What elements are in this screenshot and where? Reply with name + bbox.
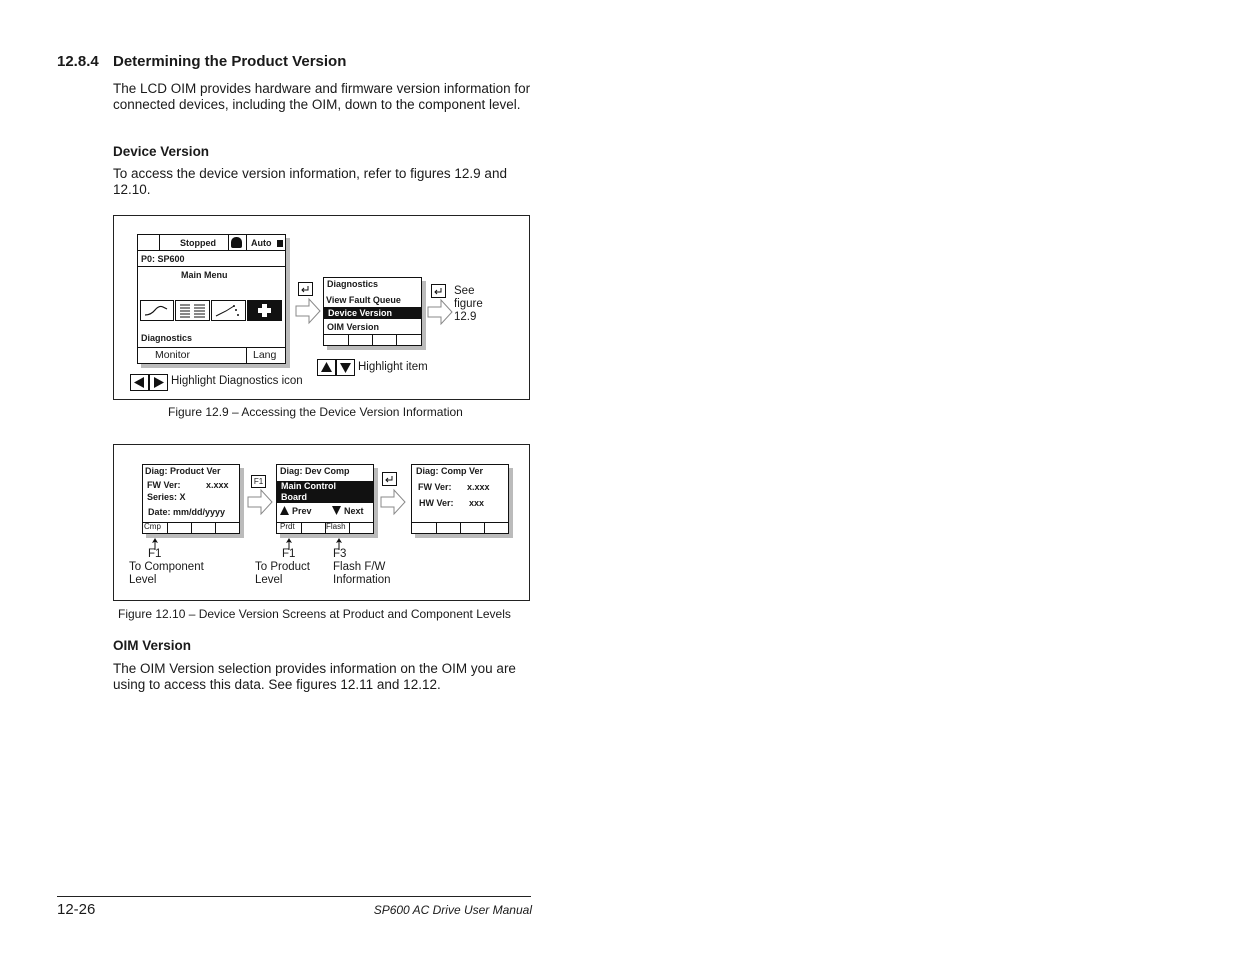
status-text: Stopped bbox=[180, 238, 216, 248]
component-main-control-board[interactable]: Main Control Board bbox=[277, 481, 373, 503]
next-label: Next bbox=[344, 506, 364, 516]
down-arrow-key-icon bbox=[336, 359, 355, 376]
up-arrow-key-icon bbox=[317, 359, 336, 376]
enter-key-icon bbox=[298, 282, 313, 296]
see-figure-note: See figure 12.9 bbox=[454, 285, 483, 323]
trend-graph-icon bbox=[211, 300, 246, 321]
flow-arrow-icon bbox=[380, 488, 406, 516]
menu-item-fault-queue[interactable]: View Fault Queue bbox=[326, 295, 401, 305]
highlight-item-label: Highlight item bbox=[358, 361, 428, 373]
flow-arrow-icon bbox=[247, 488, 273, 516]
menu-item-oim-version[interactable]: OIM Version bbox=[327, 322, 380, 332]
softkey-monitor[interactable]: Monitor bbox=[155, 349, 191, 361]
softkey-flash[interactable]: Flash bbox=[326, 522, 346, 531]
series-text: Series: X bbox=[147, 492, 186, 502]
figure-12-10 bbox=[113, 444, 530, 601]
menu-title: Main Menu bbox=[181, 270, 228, 280]
intro-paragraph: The LCD OIM provides hardware and firmware version information for connected devices, including the OIM, down to the component level. bbox=[113, 81, 531, 112]
menu-item-device-version[interactable]: Device Version bbox=[324, 307, 421, 319]
device-version-text: To access the device version information, refer to figures 12.9 and 12.10. bbox=[113, 166, 507, 197]
page-number: 12-26 bbox=[57, 901, 96, 918]
comp-fw-label: FW Ver: bbox=[418, 482, 452, 492]
selected-menu-label: Diagnostics bbox=[141, 333, 193, 343]
prev-label: Prev bbox=[292, 506, 312, 516]
oim-version-text: The OIM Version selection provides information on the OIM you are using to access this data. See figures 12.11 and 12.12. bbox=[113, 661, 516, 692]
fw-ver-label: FW Ver: bbox=[147, 480, 181, 490]
comp-hw-label: HW Ver: bbox=[419, 498, 454, 508]
highlight-icon-label: Highlight Diagnostics icon bbox=[171, 375, 303, 387]
monitor-wave-icon bbox=[140, 300, 174, 321]
right-arrow-key-icon bbox=[149, 374, 168, 391]
f1-key: F1 bbox=[251, 475, 266, 488]
figure-12-9-caption: Figure 12.9 – Accessing the Device Version Information bbox=[168, 405, 463, 419]
oim-version-heading: OIM Version bbox=[113, 638, 192, 653]
softkey-lang[interactable]: Lang bbox=[253, 349, 277, 361]
note-flash-fw-information: F3 Flash F/W Information bbox=[333, 548, 391, 586]
down-triangle-icon bbox=[332, 506, 341, 515]
flow-arrow-icon bbox=[427, 298, 453, 326]
parameter-list-icon bbox=[175, 300, 210, 321]
main-menu-screen bbox=[137, 234, 286, 364]
fw-ver-value: x.xxx bbox=[206, 480, 229, 490]
softkey-cmp[interactable]: Cmp bbox=[144, 522, 161, 531]
footer-divider bbox=[57, 896, 531, 897]
up-triangle-icon bbox=[280, 506, 289, 515]
note-to-product-level: F1 To Product Level bbox=[255, 548, 310, 586]
diagnostics-plus-icon bbox=[247, 300, 282, 321]
diagnostics-title: Diagnostics bbox=[327, 279, 379, 289]
comp-ver-title: Diag: Comp Ver bbox=[416, 466, 484, 476]
auto-text: Auto bbox=[251, 238, 272, 248]
flow-arrow-icon bbox=[295, 297, 321, 325]
figure-12-9 bbox=[113, 215, 530, 400]
dev-comp-title: Diag: Dev Comp bbox=[280, 466, 350, 476]
bell-icon bbox=[231, 237, 242, 248]
device-component-screen bbox=[276, 464, 374, 534]
date-text: Date: mm/dd/yyyy bbox=[148, 507, 226, 517]
comp-hw-value: xxx bbox=[469, 498, 485, 508]
product-ver-title: Diag: Product Ver bbox=[145, 466, 221, 476]
note-to-component-level: F1 To Component Level bbox=[129, 548, 204, 586]
enter-key-icon bbox=[382, 472, 397, 486]
comp-fw-value: x.xxx bbox=[467, 482, 490, 492]
manual-title: SP600 AC Drive User Manual bbox=[373, 903, 532, 917]
softkey-prdt[interactable]: Prdt bbox=[280, 522, 295, 531]
lock-icon bbox=[277, 240, 283, 247]
product-version-screen bbox=[142, 464, 240, 534]
device-version-heading: Device Version bbox=[113, 144, 210, 159]
figure-12-10-caption: Figure 12.10 – Device Version Screens at Product and Component Levels bbox=[118, 607, 511, 621]
section-title: Determining the Product Version bbox=[113, 53, 347, 70]
device-name: P0: SP600 bbox=[141, 254, 185, 264]
enter-key-icon bbox=[431, 284, 446, 298]
left-arrow-key-icon bbox=[130, 374, 149, 391]
component-version-screen bbox=[411, 464, 509, 534]
diagnostics-menu-screen bbox=[323, 277, 422, 346]
section-number: 12.8.4 bbox=[57, 53, 99, 70]
